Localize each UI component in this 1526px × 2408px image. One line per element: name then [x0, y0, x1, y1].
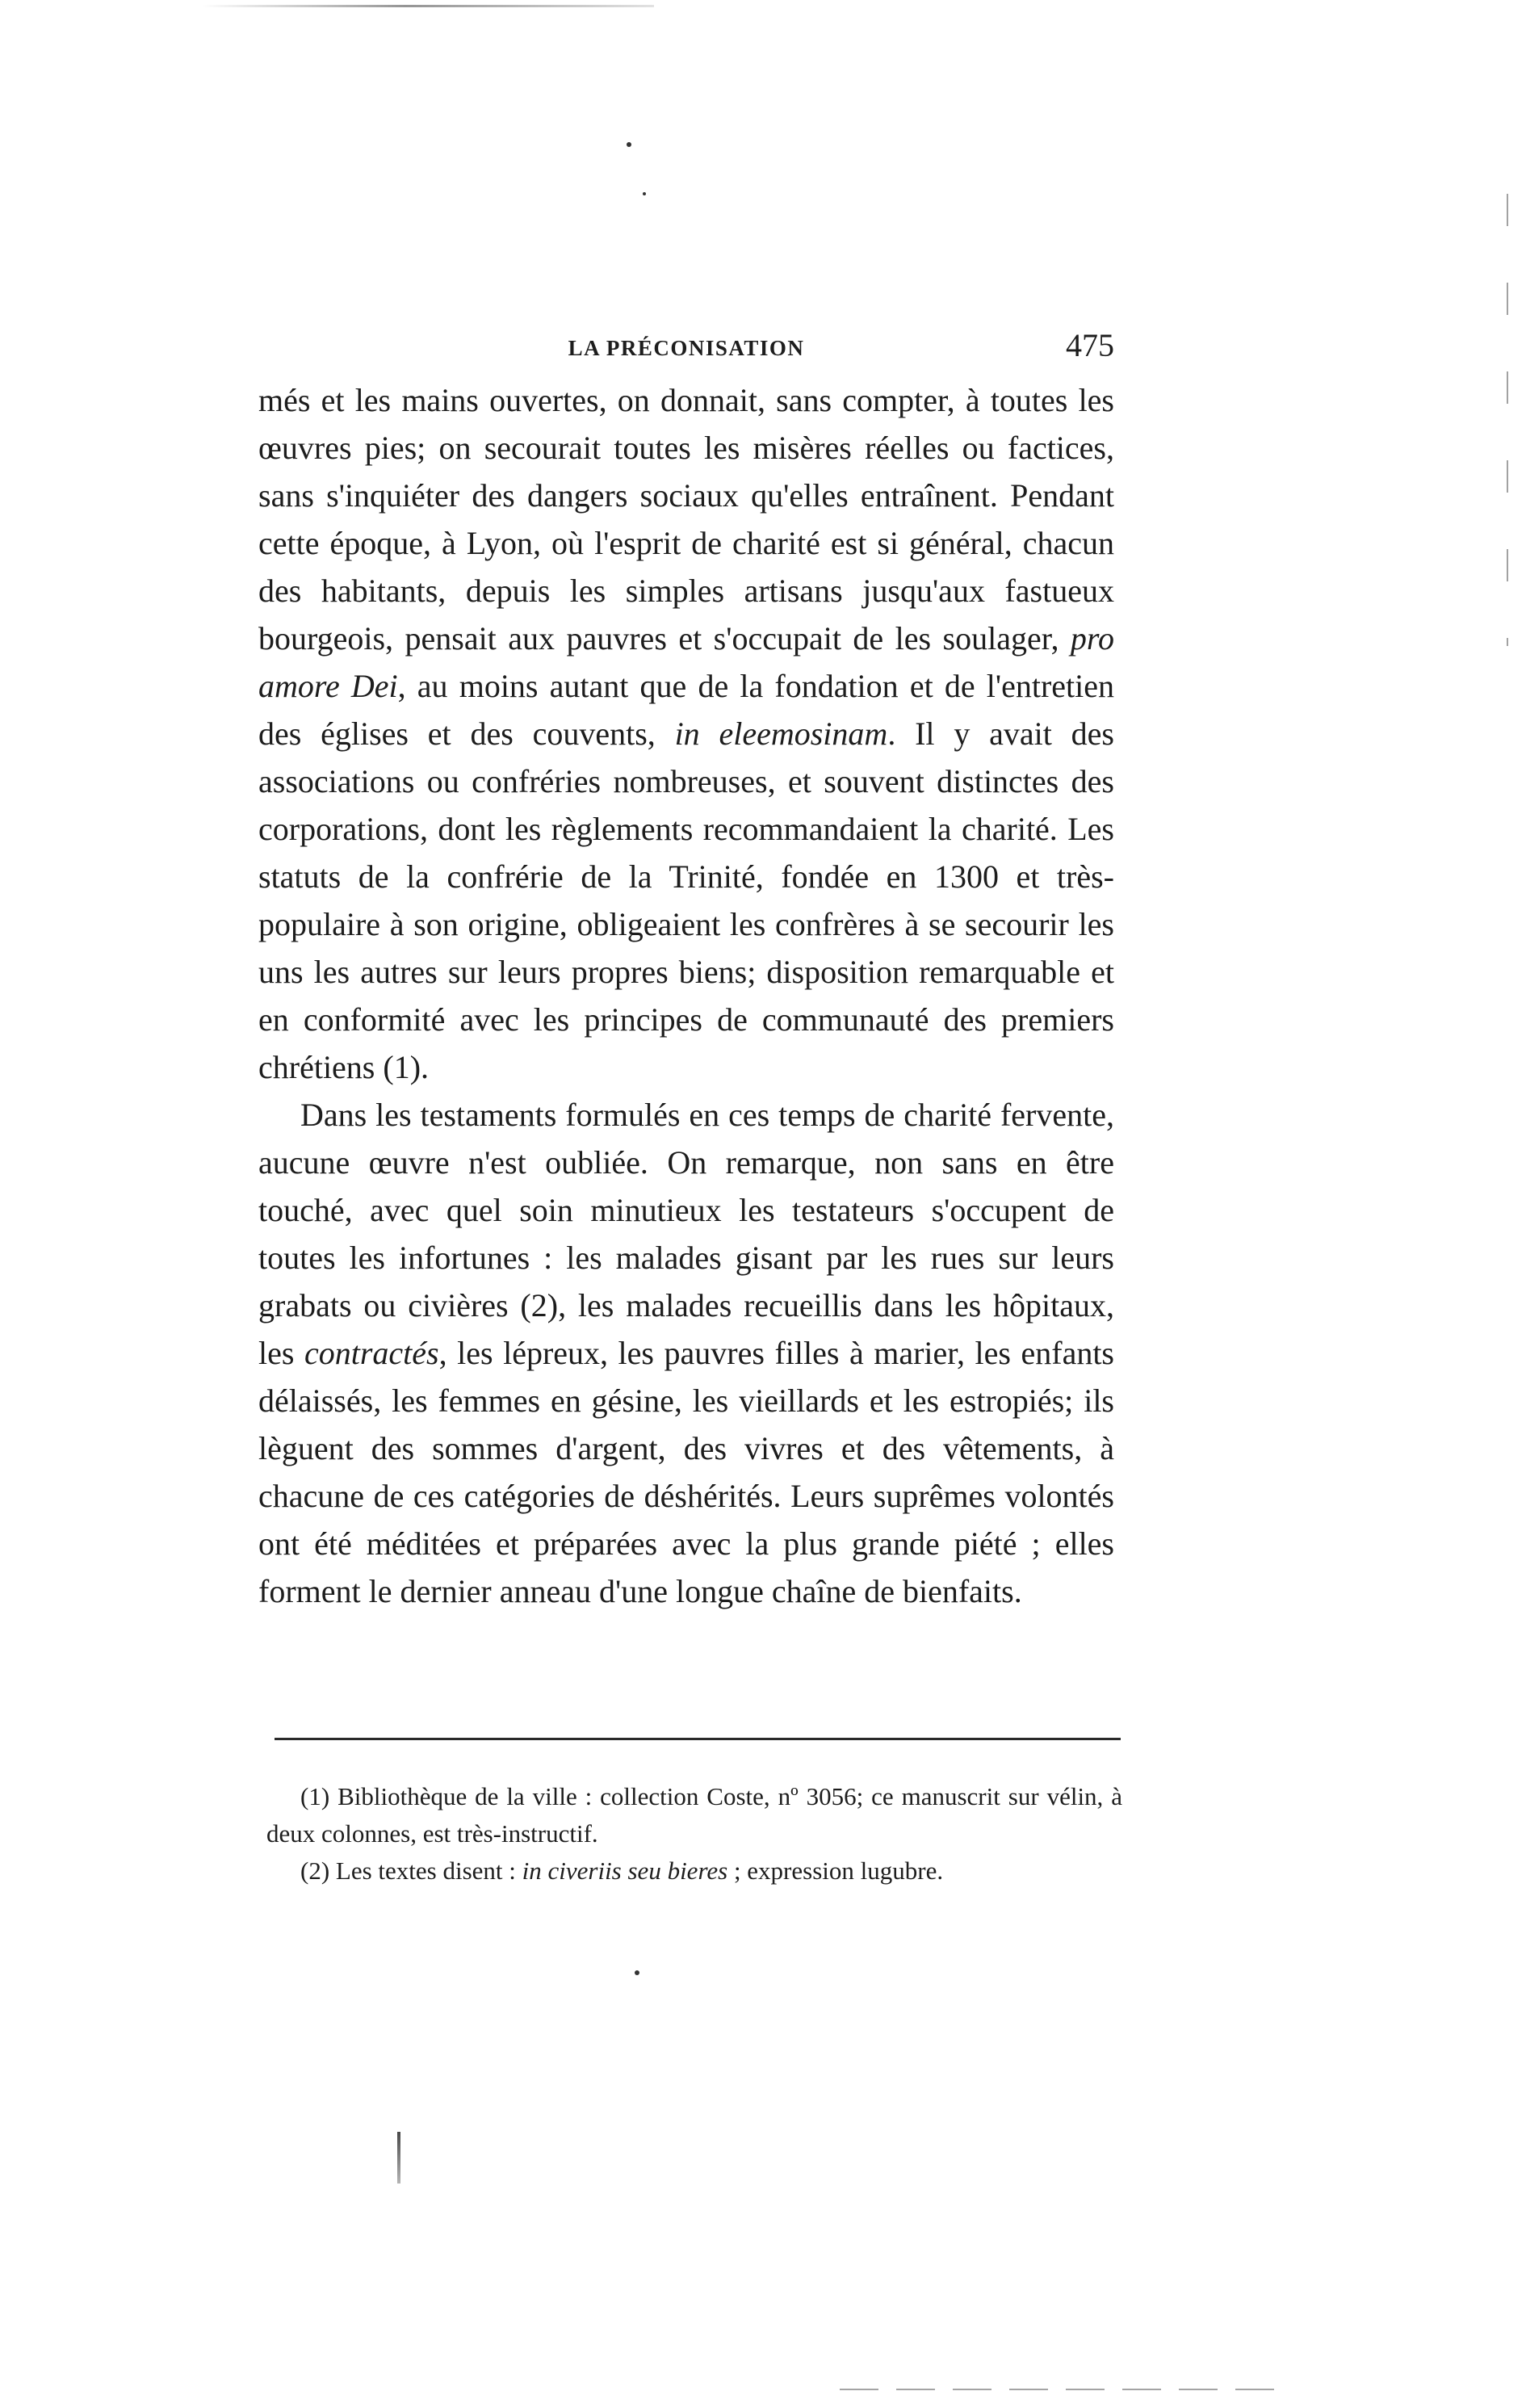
- italic-term: contractés: [304, 1335, 439, 1371]
- scan-speck: [635, 1970, 639, 1975]
- paragraph: [258, 376, 1114, 1091]
- scan-speck: [627, 142, 631, 147]
- footnotes: [266, 1778, 1122, 1890]
- footnote: [266, 1778, 1122, 1852]
- text-run: més et les mains ouvertes, on donnait, sans compter, à toutes les œuvres pies; on secourait toutes les misères réelles ou factices, sans s'inquiéter des dangers sociaux qu'elles entraînent. Pendant cette époque, à Lyon, où l'esprit de charité est si général, chacun des habitants, depuis les simples artisans jusqu'aux fastueux bourgeois, pensait aux pauvres et s'occupait de les soulager,: [258, 382, 1114, 657]
- page-number: 475: [1066, 327, 1114, 363]
- body-text: [258, 376, 1114, 1615]
- running-title: LA PRÉCONISATION: [568, 336, 805, 360]
- latin-phrase: in civeriis seu bieres: [522, 1856, 728, 1885]
- text-run: , les lépreux, les pauvres filles à marier, les enfants délaissés, les femmes en gésine, les vieillards et les estropiés; ils lèguent des sommes d'argent, des vivres et des vêtements, à chacune de ces catégories de déshérités. Leurs suprêmes volontés ont été méditées et préparées avec la plus grande piété ; elles forment le dernier anneau d'une longue chaîne de bienfaits.: [258, 1335, 1114, 1609]
- scan-edge-bottom: [840, 2389, 1292, 2390]
- footnote: [266, 1852, 1122, 1890]
- footnote-text: (2) Les textes disent :: [300, 1856, 522, 1885]
- text-run: . Il y avait des associations ou confréries nombreuses, et souvent distinctes des corporations, dont les règlements recommandaient la charité. Les statuts de la confrérie de la Trinité, fondée en 1300 et très-populaire à son origine, obligeaient les confrères à se secourir les uns les autres sur leurs propres biens; disposition remarquable et en conformité avec les principes de communauté des premiers chrétiens (1).: [258, 715, 1114, 1085]
- scan-edge-top: [202, 5, 654, 7]
- text-run: , au moins autant que de la fondation et de l'entretien des églises et des couvents,: [258, 668, 1114, 752]
- scan-speck: [643, 192, 646, 195]
- latin-phrase: in eleemosinam: [674, 715, 888, 752]
- scan-edge-right: [1507, 194, 1508, 646]
- scan-mark: [397, 2132, 400, 2184]
- text-run: Dans les testaments formulés en ces temps de charité fervente, aucune œuvre n'est oubliée. On remarque, non sans en être touché, avec quel soin minutieux les testateurs s'occupent de toutes les infortunes : les malades gisant par les rues sur leurs grabats ou civières (2), les malades recueillis dans les hôpitaux, les: [258, 1097, 1114, 1371]
- paragraph: [258, 1091, 1114, 1615]
- footnote-text: ; expression lugubre.: [727, 1856, 944, 1885]
- running-head: [258, 326, 1114, 375]
- footnote-text: (1) Bibliothèque de la ville : collection Coste, nº 3056; ce manuscrit sur vélin, à deux colonnes, est très-instructif.: [266, 1782, 1122, 1848]
- latin-phrase: pro amore Dei: [258, 620, 1114, 704]
- footnote-divider: [275, 1738, 1121, 1740]
